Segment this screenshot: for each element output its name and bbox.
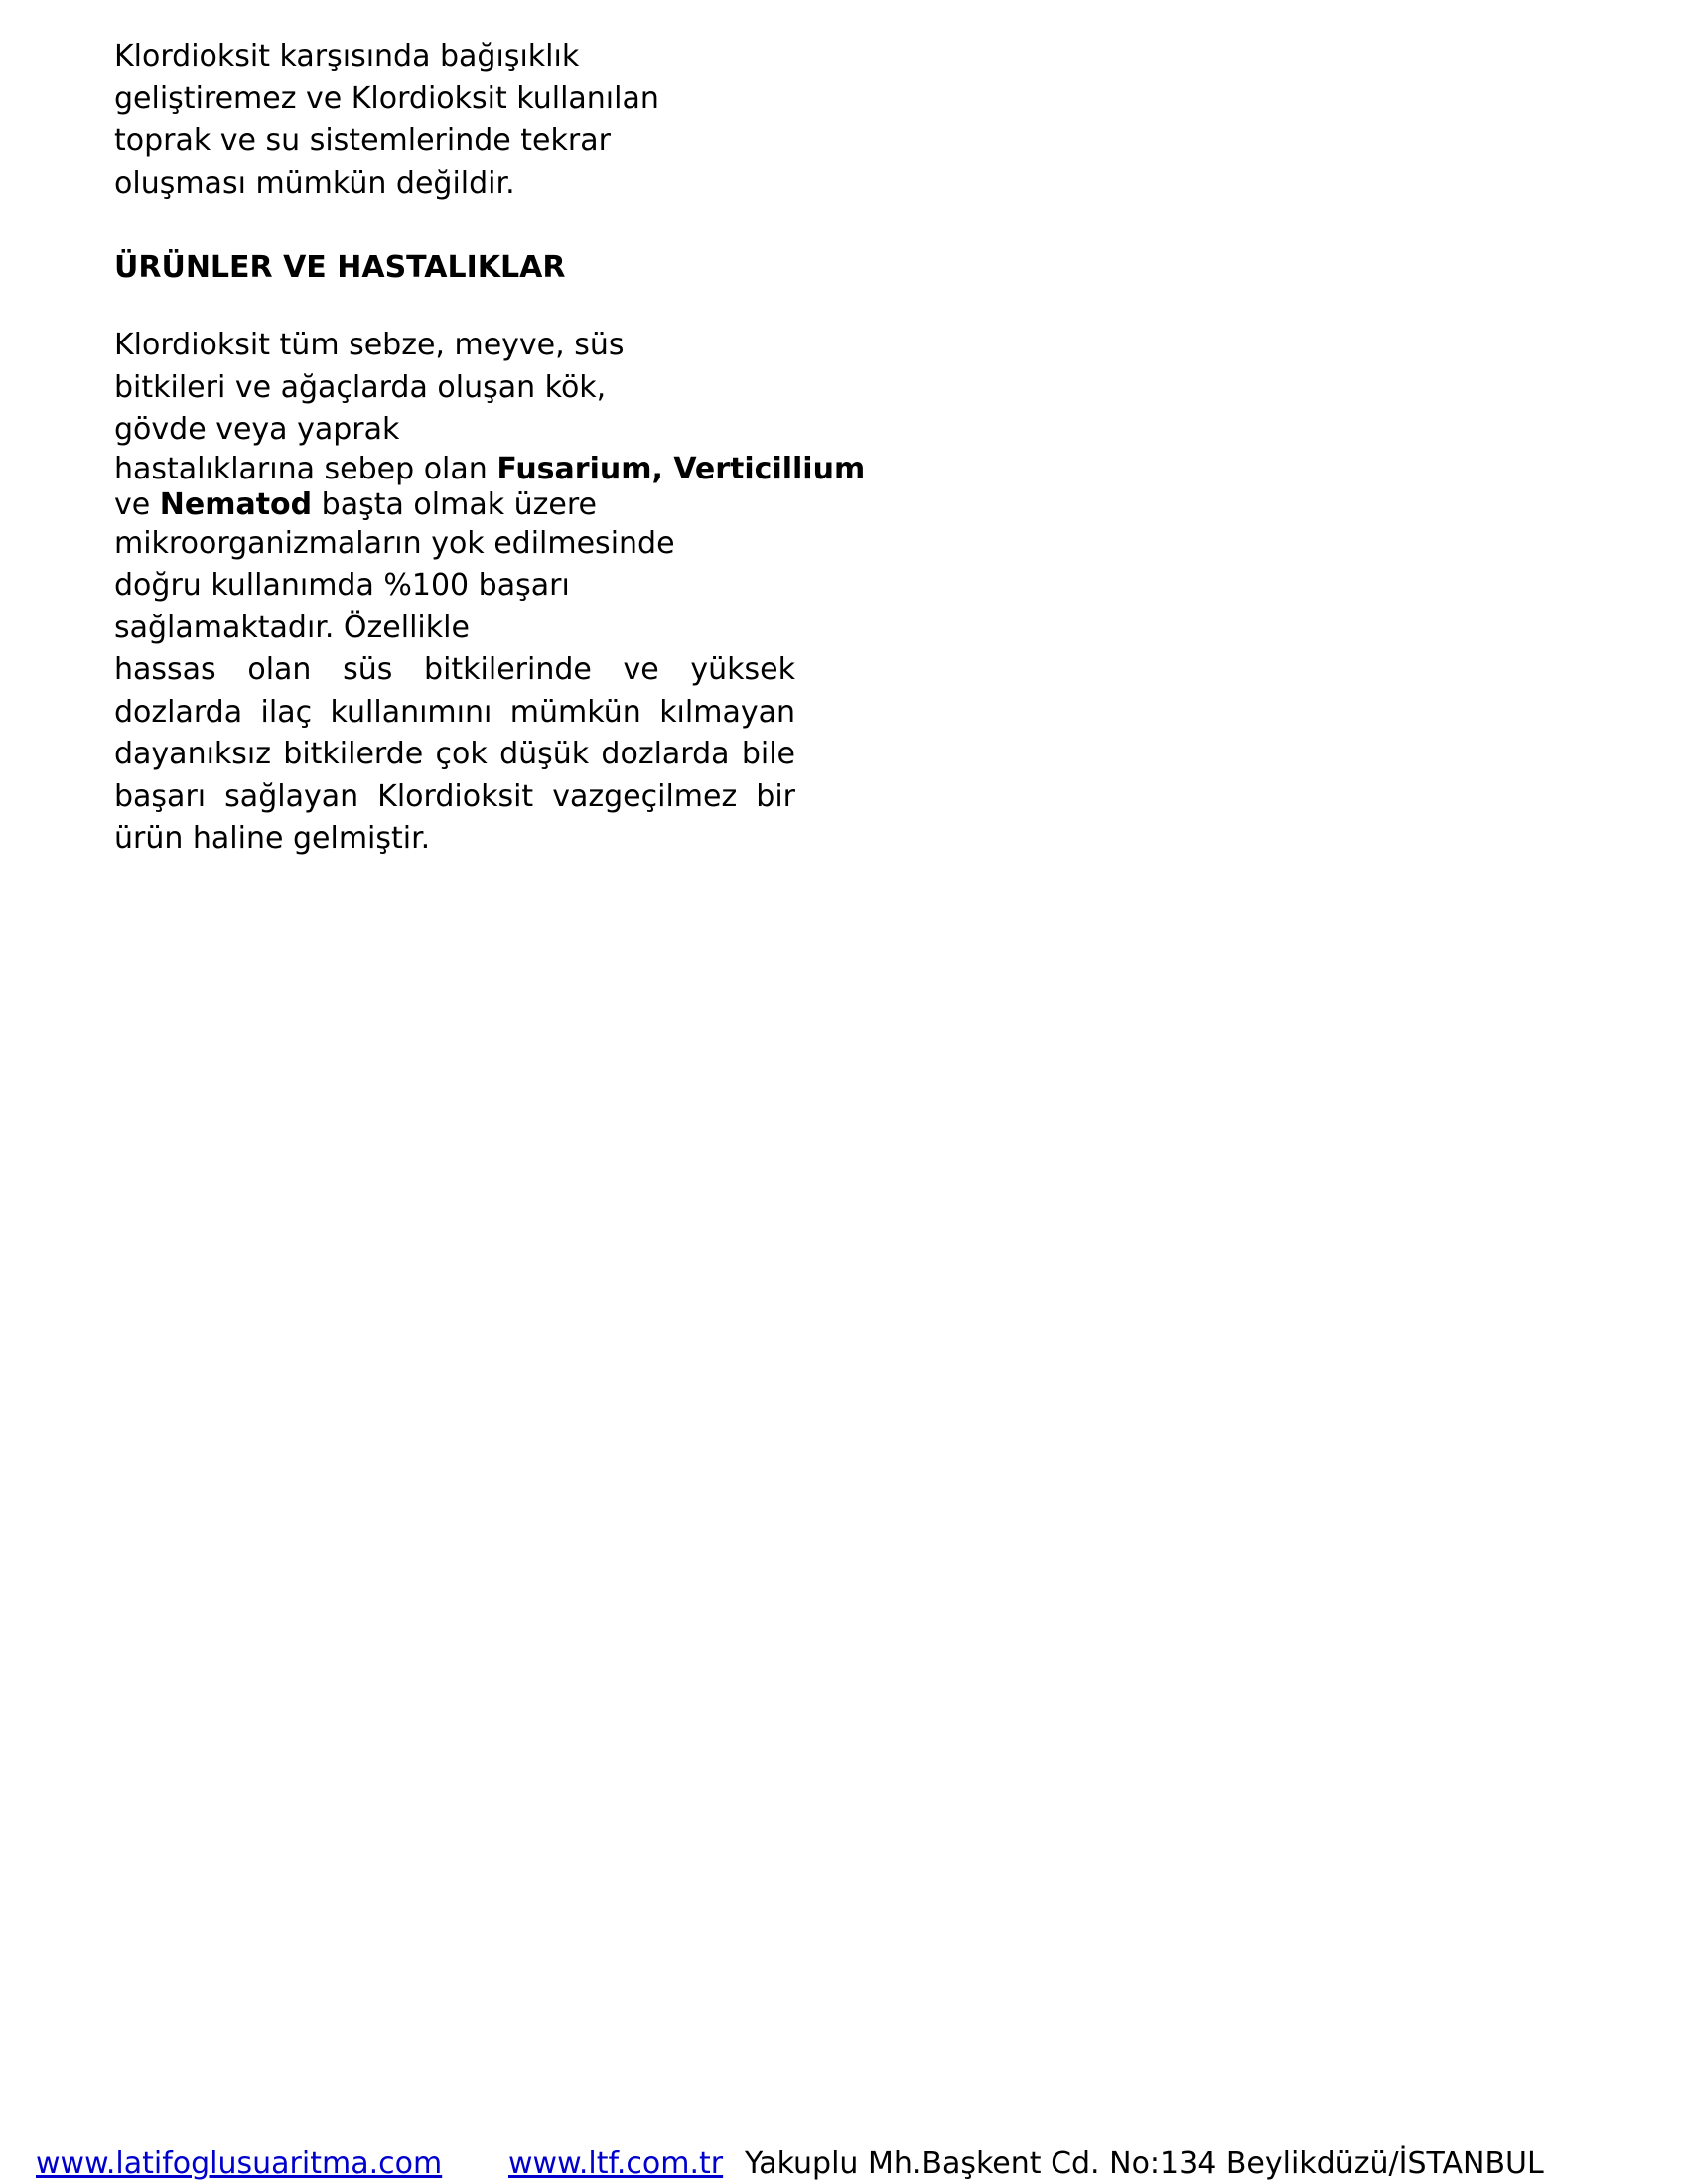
intro-line-3: toprak ve su sistemlerinde tekrar [114,123,611,158]
section-line-5 [114,487,865,523]
section-line-7: doğru kullanımda %100 başarı [114,568,570,603]
intro-line-2: geliştiremez ve Klordioksit kullanılan [114,80,659,116]
section-line-13: ürün haline gelmiştir. [114,821,431,856]
section-line-9: hassas olan süs bitkilerinde ve yüksek [114,652,795,687]
section-heading: ÜRÜNLER VE HASTALIKLAR [114,250,566,285]
section-line-1: Klordioksit tüm sebze, meyve, süs [114,328,625,362]
section-line-8: sağlamaktadır. Özellikle [114,610,470,645]
section-line-2: bitkileri ve ağaçlarda oluşan kök, [114,369,607,405]
intro-paragraph [114,36,659,205]
section-line-4-text: hastalıklarına sebep olan [114,451,497,486]
page-footer [0,2144,1688,2184]
website-link-ltf[interactable]: www.ltf.com.tr [508,2146,724,2181]
section-line-12: başarı sağlayan Klordioksit vazgeçilmez bir [114,778,795,814]
intro-line-4: oluşması mümkün değildir. [114,165,515,201]
section-line-4 [114,452,865,487]
pathogen-names: Fusarium, Verticillium [496,451,866,486]
section-line-11: dayanıksız bitkilerde çok düşük dozlarda bile [114,737,795,771]
nematode-name: Nematod [159,486,313,522]
section-line-6: mikroorganizmaların yok edilmesinde [114,525,675,561]
section-paragraph [114,325,865,861]
section-line-5-pre: ve [114,486,160,522]
section-line-10: dozlarda ilaç kullanımını mümkün kılmayan [114,694,795,730]
intro-line-1: Klordioksit karşısında bağışıklık [114,39,580,73]
website-link-latifoglu[interactable]: www.latifoglusuaritma.com [36,2146,443,2181]
section-line-3: gövde veya yaprak [114,412,400,447]
section-line-5-post: başta olmak üzere [312,486,597,522]
company-address: Yakuplu Mh.Başkent Cd. No:134 Beylikdüzü/İSTANBUL [745,2146,1544,2181]
